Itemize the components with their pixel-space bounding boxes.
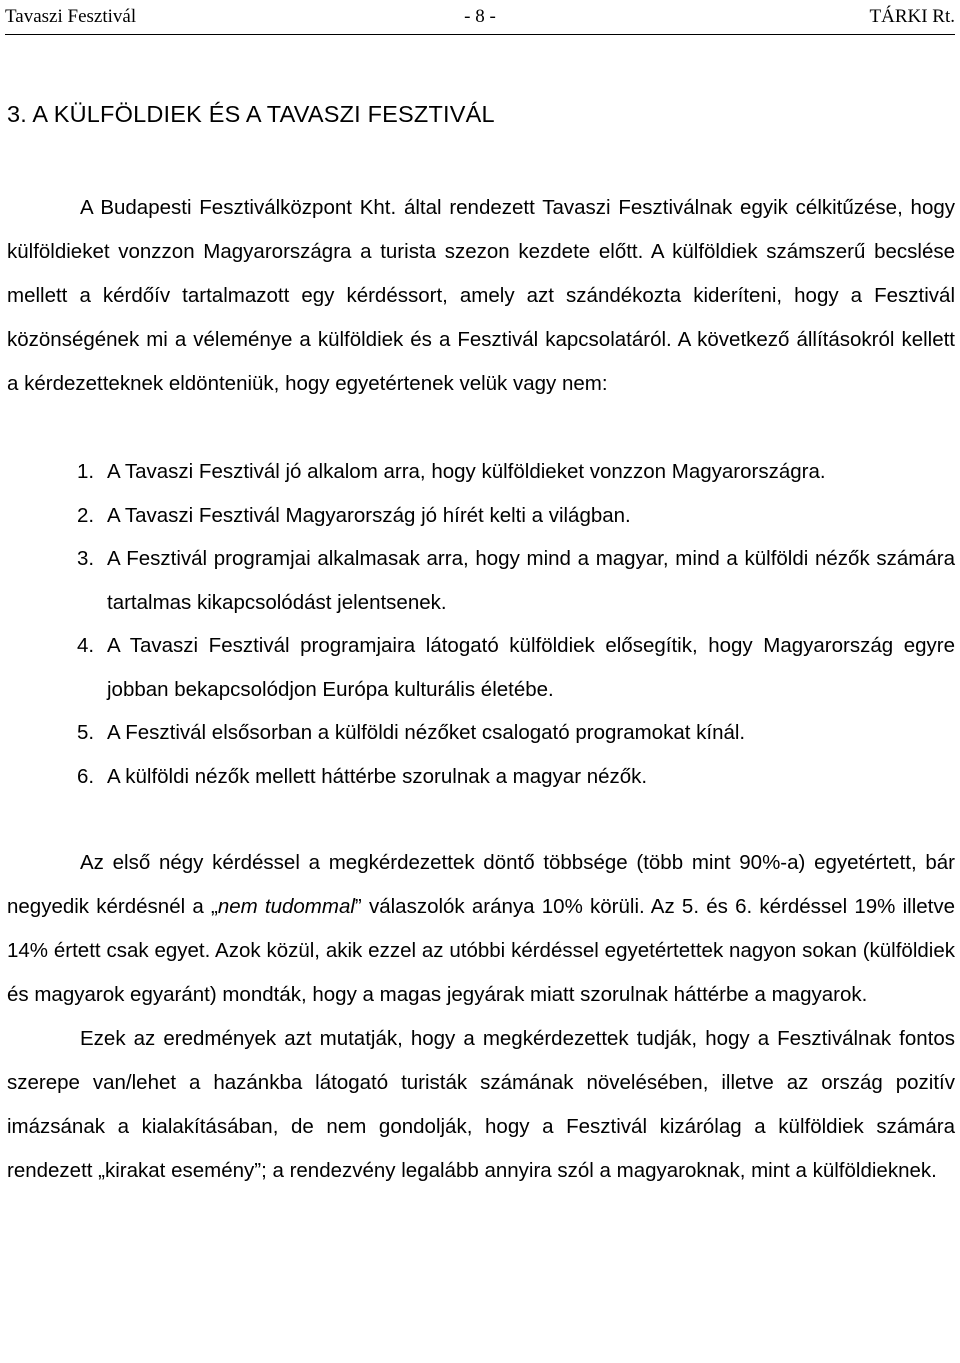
list-item-number: 2.	[77, 503, 95, 527]
list-item-number: 5.	[77, 721, 95, 744]
intro-paragraph: A Budapesti Fesztiválközpont Kht. által rendezett Tavaszi Fesztiválnak egyik célkitűzése, hogy külföldieket vonzzon Magyarországra a turista szezon kezdete előtt. A külföldiek számszerű becslése mellett a kérdőív tartalmazott egy kérdéssort, amely azt szándékozta kideríteni, hogy a Fesztivál közönségének mi a véleménye a külföldiek és a Fesztivál kapcsolatáról. A következő állításokról kellett a kérdezetteknek eldönteniük, hogy egyetértenek velük vagy nem:	[7, 196, 955, 395]
results-paragraph	[7, 841, 955, 1017]
list-item-text: A Fesztivál elsősorban a külföldi nézőket csalogató programokat kínál.	[107, 721, 746, 744]
list-item-number: 3.	[77, 547, 95, 570]
list-item-number: 6.	[77, 764, 95, 788]
list-item	[77, 450, 955, 494]
page-header	[5, 4, 955, 30]
list-item-number: 1.	[77, 460, 95, 483]
list-item-text: A Tavaszi Fesztivál programjaira látogató külföldiek elősegítik, hogy Magyarország egyre jobban bekapcsolódjon Európa kulturális életébe.	[107, 634, 955, 701]
conclusion-paragraph: Ezek az eredmények azt mutatják, hogy a megkérdezettek tudják, hogy a Fesztiválnak fontos szerepe van/lehet a hazánkba látogató turisták számának növelésében, illetve az ország pozitív imázsának a kialakításában, de nem gondolják, hogy a Fesztivál kizárólag a külföldiek számára rendezett „kirakat esemény”; a rendezvény legalább annyira szól a magyaroknak, mint a külföldieknek.	[7, 1027, 955, 1182]
results-text-end: ” válaszolók aránya 10% körüli. Az 5. és 6. kérdéssel 19% illetve 14% értett csak egyet. Azok közül, akik ezzel az utóbbi kérdéssel egyetértettek nagyon sokan (külföldiek és magyarok egyaránt) mondták, hogy a magas jegyárak miatt szorulnak háttérbe a magyarok.	[7, 895, 955, 1006]
results-text-start: Az első négy kérdéssel a megkérdezettek döntő többsége (több mint 90%-a) egyetértett, bár negyedik kérdésnél a „	[7, 851, 955, 918]
header-title: Tavaszi Fesztivál	[5, 6, 137, 27]
page-number: - 8 -	[464, 6, 496, 27]
list-item	[77, 624, 955, 711]
list-item-text: A Tavaszi Fesztivál jó alkalom arra, hogy külföldieket vonzzon Magyarországra.	[107, 460, 826, 483]
list-item	[77, 494, 955, 538]
list-item-text: A Fesztivál programjai alkalmasak arra, hogy mind a magyar, mind a külföldi nézők számára tartalmas kikapcsolódást jelentsenek.	[107, 547, 955, 614]
list-item-text: A Tavaszi Fesztivál Magyarország jó hírét kelti a világban.	[107, 503, 631, 527]
list-item	[77, 755, 955, 799]
list-item-text: A külföldi nézők mellett háttérbe szorulnak a magyar nézők.	[107, 764, 648, 788]
document-body	[7, 92, 955, 1193]
list-item	[77, 711, 955, 755]
header-divider	[5, 34, 955, 35]
statement-list	[7, 450, 955, 798]
section-heading: 3. A KÜLFÖLDIEK ÉS A TAVASZI FESZTIVÁL	[7, 101, 495, 127]
list-item-number: 4.	[77, 634, 95, 657]
header-publisher: TÁRKI Rt.	[869, 6, 955, 27]
list-item	[77, 537, 955, 624]
results-italic-phrase: nem tudommal	[217, 895, 355, 918]
